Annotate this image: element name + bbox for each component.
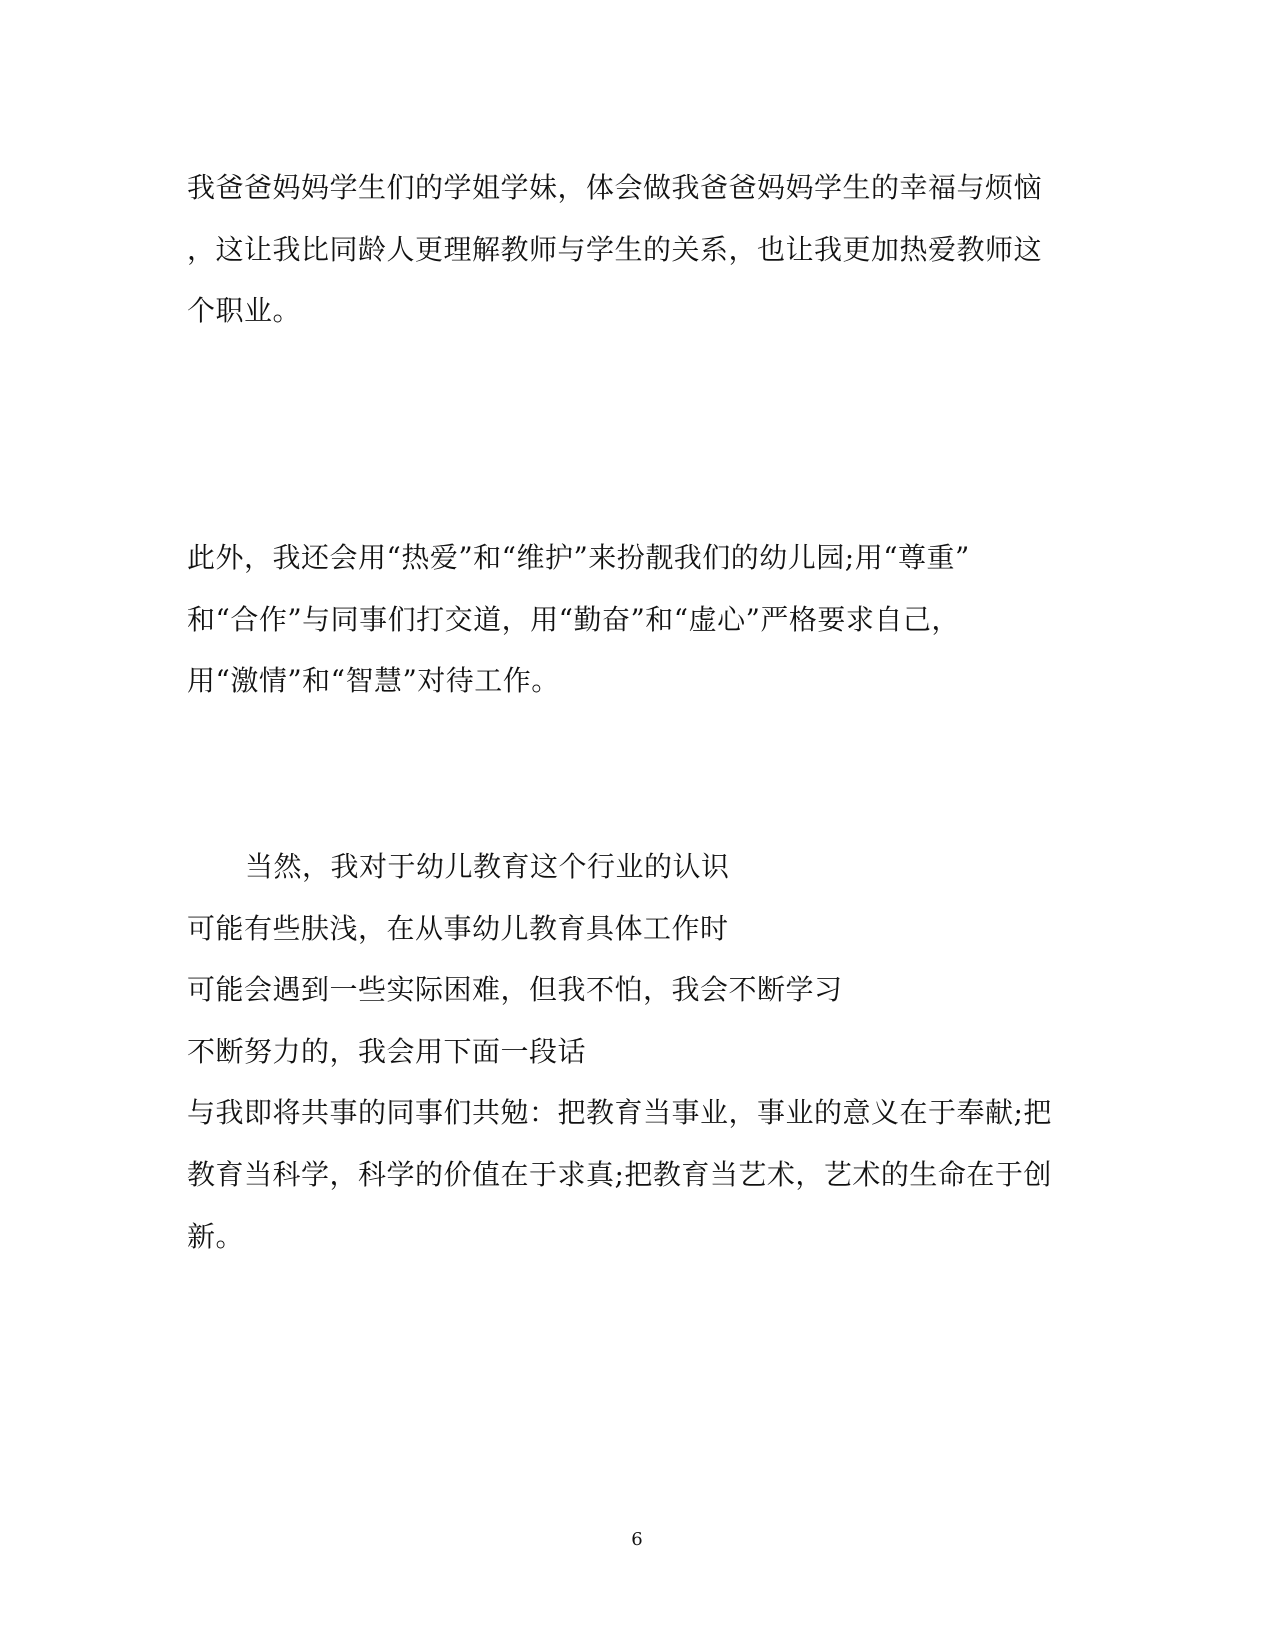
paragraph-line: 不断努力的，我会用下面一段话 — [187, 1035, 587, 1068]
page-number: 6 — [631, 1529, 643, 1550]
paragraph-line: 我爸爸妈妈学生们的学姐学妹，体会做我爸爸妈妈学生的幸福与烦恼 — [187, 171, 1043, 204]
paragraph-line: 新。 — [187, 1220, 245, 1253]
paragraph-line: 与我即将共事的同事们共勉：把教育当事业，事业的意义在于奉献;把 — [187, 1096, 1052, 1129]
paragraph-line: ，这让我比同龄人更理解教师与学生的关系，也让我更加热爱教师这 — [187, 233, 1043, 266]
paragraph-line: 此外，我还会用“热爱”和“维护”来扮靓我们的幼儿园;用“尊重” — [187, 541, 970, 574]
paragraph-line: 用“激情”和“智慧”对待工作。 — [187, 664, 560, 697]
paragraph-line: 当然，我对于幼儿教育这个行业的认识 — [245, 850, 730, 883]
paragraph-line: 和“合作”与同事们打交道，用“勤奋”和“虚心”严格要求自己， — [187, 603, 960, 636]
paragraph-line: 可能有些肤浅，在从事幼儿教育具体工作时 — [187, 912, 729, 945]
paragraph-line: 个职业。 — [187, 294, 302, 327]
paragraph-line: 教育当科学，科学的价值在于求真;把教育当艺术，艺术的生命在于创 — [187, 1158, 1052, 1191]
paragraph-line: 可能会遇到一些实际困难，但我不怕，我会不断学习 — [187, 973, 843, 1006]
